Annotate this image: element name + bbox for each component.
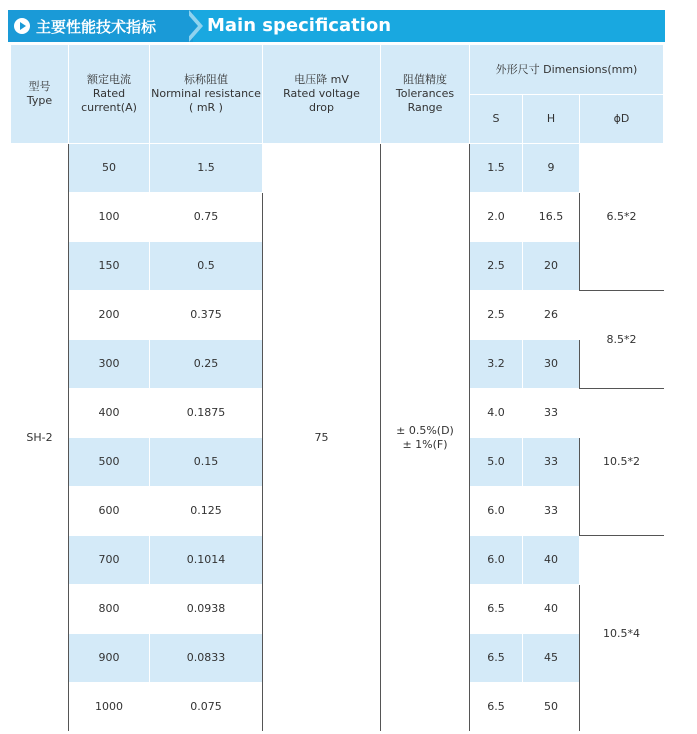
dimension-h-cell: 20 bbox=[523, 242, 580, 291]
resistance-cell: 0.375 bbox=[150, 291, 263, 340]
resistance-cell: 0.0938 bbox=[150, 585, 263, 634]
resistance-cell: 0.075 bbox=[150, 683, 263, 732]
title-english: Main specification bbox=[207, 15, 392, 36]
dimension-h-cell: 26 bbox=[523, 291, 580, 340]
current-cell: 300 bbox=[69, 340, 150, 389]
current-cell: 150 bbox=[69, 242, 150, 291]
resistance-cell: 0.5 bbox=[150, 242, 263, 291]
resistance-cell: 0.1014 bbox=[150, 536, 263, 585]
section-title-bar bbox=[8, 10, 665, 42]
dimension-s-cell: 2.5 bbox=[470, 291, 523, 340]
tolerance-cell: ± 0.5%(D) ± 1%(F) bbox=[381, 144, 470, 732]
current-cell: 100 bbox=[69, 193, 150, 242]
resistance-cell: 0.75 bbox=[150, 193, 263, 242]
resistance-cell: 0.0833 bbox=[150, 634, 263, 683]
dimension-h-cell: 45 bbox=[523, 634, 580, 683]
dimension-h-cell: 33 bbox=[523, 487, 580, 536]
current-cell: 200 bbox=[69, 291, 150, 340]
current-cell: 400 bbox=[69, 389, 150, 438]
title-chevron bbox=[184, 10, 198, 42]
dimension-h-cell: 50 bbox=[523, 683, 580, 732]
title-chinese: 主要性能技术指标 bbox=[36, 18, 157, 36]
current-cell: 700 bbox=[69, 536, 150, 585]
header-nominal-resistance: 标称阻值 Norminal resistance ( mR ) bbox=[150, 45, 263, 144]
type-cell: SH-2 bbox=[11, 144, 69, 732]
dimension-h-cell: 16.5 bbox=[523, 193, 580, 242]
current-cell: 800 bbox=[69, 585, 150, 634]
dimension-h-cell: 30 bbox=[523, 340, 580, 389]
current-cell: 600 bbox=[69, 487, 150, 536]
dimension-s-cell: 6.5 bbox=[470, 585, 523, 634]
header-dimension-s: S bbox=[470, 95, 523, 144]
resistance-cell: 0.15 bbox=[150, 438, 263, 487]
resistance-cell: 0.1875 bbox=[150, 389, 263, 438]
header-tolerance: 阻值精度 Tolerances Range bbox=[381, 45, 470, 144]
current-cell: 500 bbox=[69, 438, 150, 487]
dimension-h-cell: 9 bbox=[523, 144, 580, 193]
voltage-drop-cell: 75 bbox=[263, 144, 381, 732]
current-cell: 50 bbox=[69, 144, 150, 193]
play-circle-icon bbox=[14, 18, 30, 34]
specification-table bbox=[10, 44, 664, 732]
dimension-d-cell: 8.5*2 bbox=[580, 291, 664, 389]
header-dimension-h: H bbox=[523, 95, 580, 144]
dimension-s-cell: 5.0 bbox=[470, 438, 523, 487]
dimension-h-cell: 33 bbox=[523, 438, 580, 487]
resistance-cell: 1.5 bbox=[150, 144, 263, 193]
dimension-s-cell: 6.0 bbox=[470, 536, 523, 585]
dimension-s-cell: 6.0 bbox=[470, 487, 523, 536]
dimension-s-cell: 1.5 bbox=[470, 144, 523, 193]
resistance-cell: 0.125 bbox=[150, 487, 263, 536]
dimension-s-cell: 2.5 bbox=[470, 242, 523, 291]
dimension-s-cell: 3.2 bbox=[470, 340, 523, 389]
dimension-s-cell: 4.0 bbox=[470, 389, 523, 438]
header-voltage-drop: 电压降 mV Rated voltage drop bbox=[263, 45, 381, 144]
dimension-s-cell: 2.0 bbox=[470, 193, 523, 242]
dimension-d-cell: 6.5*2 bbox=[580, 144, 664, 291]
header-dimension-d: ϕD bbox=[580, 95, 664, 144]
dimension-h-cell: 40 bbox=[523, 536, 580, 585]
table-row bbox=[11, 144, 664, 193]
resistance-cell: 0.25 bbox=[150, 340, 263, 389]
header-dimensions: 外形尺寸 Dimensions(mm) bbox=[470, 45, 664, 95]
dimension-h-cell: 33 bbox=[523, 389, 580, 438]
current-cell: 1000 bbox=[69, 683, 150, 732]
dimension-d-cell: 10.5*4 bbox=[580, 536, 664, 732]
current-cell: 900 bbox=[69, 634, 150, 683]
dimension-s-cell: 6.5 bbox=[470, 634, 523, 683]
header-type: 型号 Type bbox=[11, 45, 69, 144]
dimension-s-cell: 6.5 bbox=[470, 683, 523, 732]
dimension-d-cell: 10.5*2 bbox=[580, 389, 664, 536]
dimension-h-cell: 40 bbox=[523, 585, 580, 634]
header-rated-current: 额定电流 Rated current(A) bbox=[69, 45, 150, 144]
